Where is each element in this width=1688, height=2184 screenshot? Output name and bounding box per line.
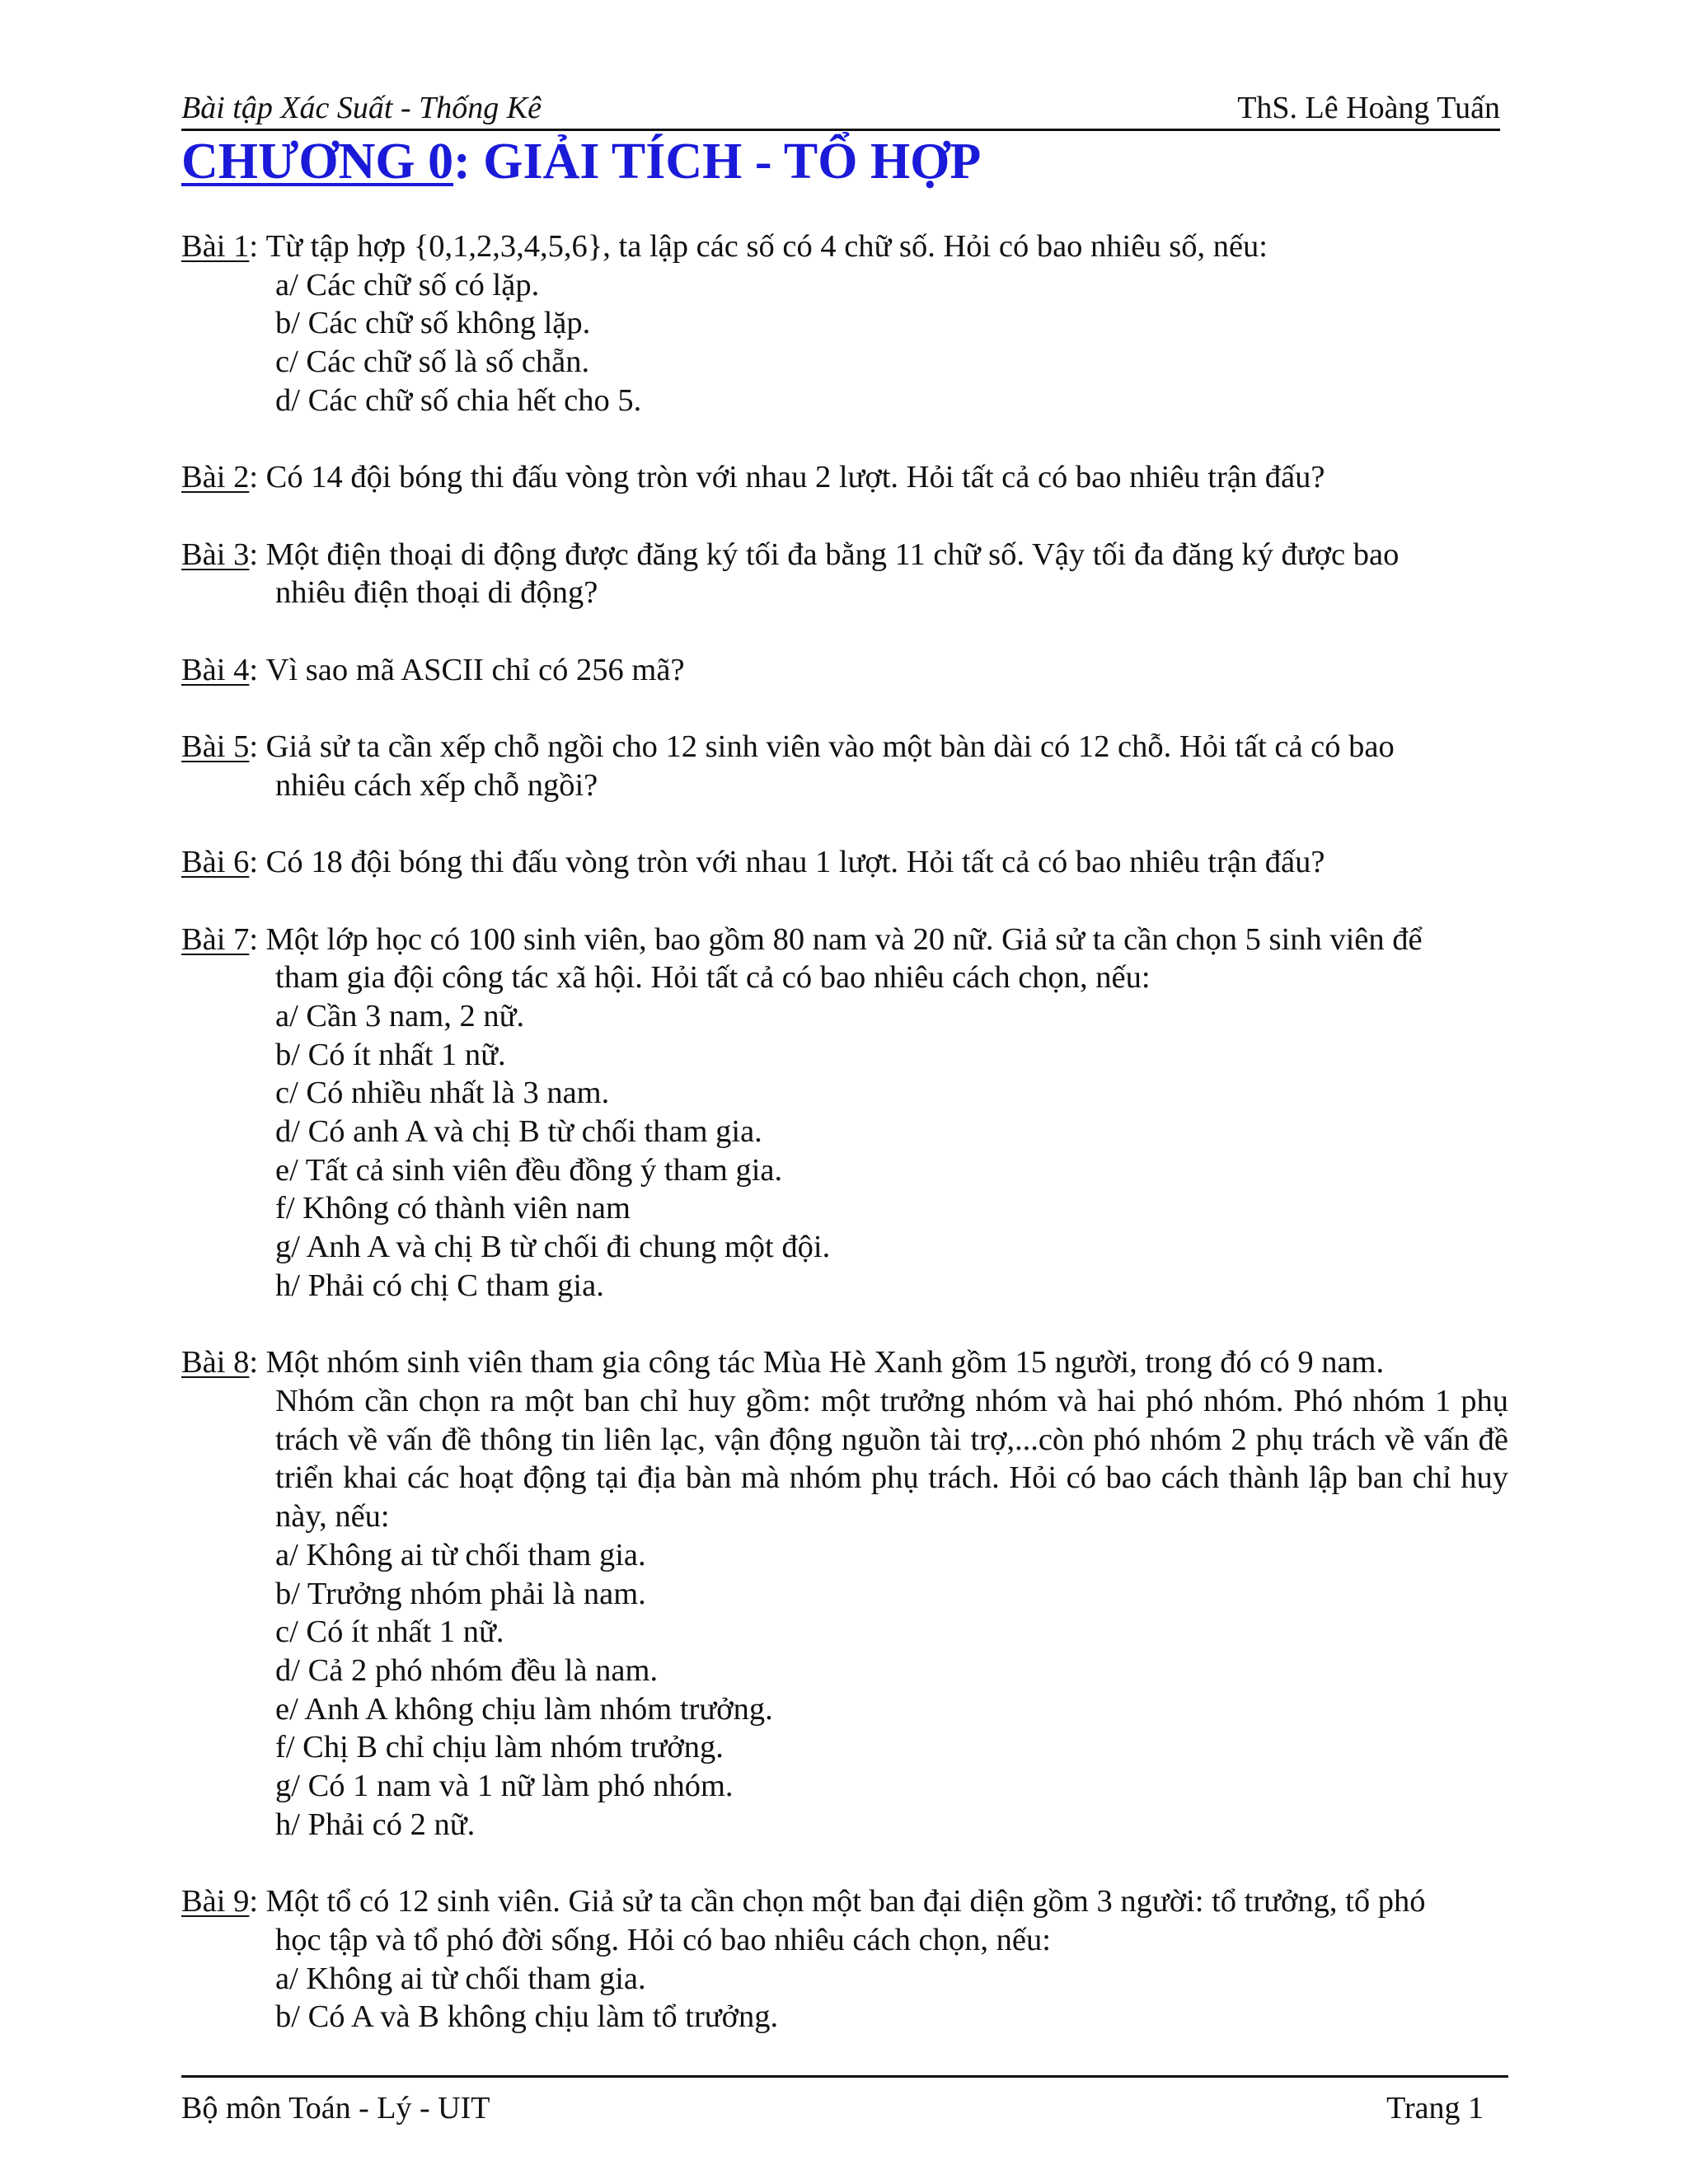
exercise-item: g/ Có 1 nam và 1 nữ làm phó nhóm.: [275, 1769, 734, 1804]
exercise-text: Một điện thoại di động được đăng ký tối đa bằng 11 chữ số. Vậy tối đa đăng ký được bao: [265, 537, 1400, 572]
exercise-item: h/ Phải có chị C tham gia.: [275, 1268, 604, 1303]
chapter-title: [181, 130, 981, 193]
exercise-text: Từ tập hợp {0,1,2,3,4,5,6}, ta lập các số có 4 chữ số. Hỏi có bao nhiêu số, nếu:: [265, 229, 1268, 264]
exercise-item: d/ Có anh A và chị B từ chối tham gia.: [275, 1114, 762, 1150]
exercise-item: a/ Không ai từ chối tham gia.: [275, 1961, 646, 1996]
exercise-2: Bài 2: Có 14 đội bóng thi đấu vòng tròn với nhau 2 lượt. Hỏi tất cả có bao nhiêu trận đấu?: [181, 458, 1508, 497]
exercise-item: b/ Có ít nhất 1 nữ.: [275, 1037, 506, 1072]
exercise-5: Bài 5: Giả sử ta cần xếp chỗ ngồi cho 12 sinh viên vào một bàn dài có 12 chỗ. Hỏi tất cả có bao nhiêu cách xếp chỗ ngồi?: [181, 728, 1508, 804]
exercise-text-continued: Nhóm cần chọn ra một ban chỉ huy gồm: một trưởng nhóm và hai phó nhóm. Phó nhóm 1 phụ trách về vấn đề thông tin liên lạc, vận động nguồn tài trợ,...còn phó nhóm 2 phụ trách về vấn đề triển khai các hoạt động tại địa bàn mà nhóm phụ trách. Hỏi có bao cách thành lập ban chỉ huy này, nếu:: [275, 1383, 1508, 1535]
exercise-text-continued: nhiêu điện thoại di động?: [275, 575, 598, 611]
exercise-9: Bài 9: Một tổ có 12 sinh viên. Giả sử ta cần chọn một ban đại diện gồm 3 người: tổ trưởng, tổ phó học tập và tổ phó đời sống. Hỏi có bao nhiêu cách chọn, nếu: a/ Không ai từ chối tham gia. b/ Có A và B không chịu làm tổ trưởng.: [181, 1882, 1508, 2036]
exercise-label: Bài 4: [181, 652, 250, 687]
exercise-8: Bài 8: Một nhóm sinh viên tham gia công tác Mùa Hè Xanh gồm 15 người, trong đó có 9 nam. Nhóm cần chọn ra một ban chỉ huy gồm: một trưởng nhóm và hai phó nhóm. Phó nhóm 1 phụ trách về vấn đề thông tin liên lạc, vận động nguồn tài trợ,...còn phó nhóm 2 phụ trách về vấn đề triển khai các hoạt động tại địa bàn mà nhóm phụ trách. Hỏi có bao cách thành lập ban chỉ huy này, nếu: a/ Không ai từ chối tham gia. b/ Trưởng nhóm phải là nam. c/ Có ít nhất 1 nữ. d/ Cả 2 phó nhóm đều là nam. e/ Anh A không chịu làm nhóm trưởng. f/ Chị B chỉ chịu làm nhóm trưởng. g/ Có 1 nam và 1 nữ làm phó nhóm. h/ Phải có 2 nữ.: [181, 1343, 1508, 1844]
header-author: ThS. Lê Hoàng Tuấn: [1237, 91, 1500, 125]
footer-department: Bộ môn Toán - Lý - UIT: [181, 2091, 490, 2125]
exercise-item: d/ Cả 2 phó nhóm đều là nam.: [275, 1652, 659, 1688]
exercise-item: d/ Các chữ số chia hết cho 5.: [275, 382, 642, 418]
exercise-label: Bài 7: [181, 921, 250, 957]
exercise-text: Có 18 đội bóng thi đấu vòng tròn với nhau 1 lượt. Hỏi tất cả có bao nhiêu trận đấu?: [265, 845, 1325, 880]
exercise-text: Vì sao mã ASCII chỉ có 256 mã?: [265, 652, 685, 687]
exercise-item: c/ Có nhiều nhất là 3 nam.: [275, 1076, 610, 1111]
exercise-item: a/ Các chữ số có lặp.: [275, 267, 540, 302]
exercise-label: Bài 9: [181, 1884, 250, 1919]
exercise-text: Một tổ có 12 sinh viên. Giả sử ta cần chọn một ban đại diện gồm 3 người: tổ trưởng, tổ phó: [265, 1884, 1426, 1919]
exercise-item: e/ Tất cả sinh viên đều đồng ý tham gia.: [275, 1152, 783, 1188]
exercise-text-continued: học tập và tổ phó đời sống. Hỏi có bao nhiêu cách chọn, nếu:: [275, 1922, 1051, 1957]
exercise-6: Bài 6: Có 18 đội bóng thi đấu vòng tròn với nhau 1 lượt. Hỏi tất cả có bao nhiêu trận đấu?: [181, 843, 1508, 882]
chapter-number: CHƯƠNG 0: [181, 134, 454, 190]
exercise-text: Giả sử ta cần xếp chỗ ngồi cho 12 sinh viên vào một bàn dài có 12 chỗ. Hỏi tất cả có bao: [265, 729, 1395, 765]
exercise-item: a/ Cần 3 nam, 2 nữ.: [275, 998, 525, 1033]
exercise-item: f/ Chị B chỉ chịu làm nhóm trưởng.: [275, 1730, 724, 1765]
exercise-label: Bài 8: [181, 1345, 250, 1380]
exercise-3: Bài 3: Một điện thoại di động được đăng ký tối đa bằng 11 chữ số. Vậy tối đa đăng ký được bao nhiêu điện thoại di động?: [181, 536, 1508, 612]
exercise-label: Bài 2: [181, 460, 250, 495]
exercise-item: f/ Không có thành viên nam: [275, 1191, 631, 1226]
page-header: [181, 89, 1500, 131]
exercise-label: Bài 1: [181, 229, 250, 264]
chapter-name: : GIẢI TÍCH - TỔ HỢP: [453, 134, 982, 190]
exercise-text: Một nhóm sinh viên tham gia công tác Mùa Hè Xanh gồm 15 người, trong đó có 9 nam.: [265, 1345, 1385, 1380]
exercise-item: a/ Không ai từ chối tham gia.: [275, 1537, 646, 1572]
exercise-label: Bài 6: [181, 845, 250, 880]
footer-page-number: Trang 1: [1386, 2091, 1484, 2125]
exercise-list: [181, 227, 1508, 2075]
header-course-title: Bài tập Xác Suất - Thống Kê: [181, 91, 542, 125]
exercise-text-continued: tham gia đội công tác xã hội. Hỏi tất cả có bao nhiêu cách chọn, nếu:: [275, 960, 1151, 996]
exercise-7: Bài 7: Một lớp học có 100 sinh viên, bao gồm 80 nam và 20 nữ. Giả sử ta cần chọn 5 sinh viên để tham gia đội công tác xã hội. Hỏi tất cả có bao nhiêu cách chọn, nếu: a/ Cần 3 nam, 2 nữ. b/ Có ít nhất 1 nữ. c/ Có nhiều nhất là 3 nam. d/ Có anh A và chị B từ chối tham gia. e/ Tất cả sinh viên đều đồng ý tham gia. f/ Không có thành viên nam g/ Anh A và chị B từ chối đi chung một đội. h/ Phải có chị C tham gia.: [181, 921, 1508, 1305]
exercise-item: b/ Trưởng nhóm phải là nam.: [275, 1576, 646, 1611]
exercise-text: Có 14 đội bóng thi đấu vòng tròn với nhau 2 lượt. Hỏi tất cả có bao nhiêu trận đấu?: [265, 460, 1325, 495]
exercise-item: e/ Anh A không chịu làm nhóm trưởng.: [275, 1691, 773, 1727]
exercise-1: Bài 1: Từ tập hợp {0,1,2,3,4,5,6}, ta lập các số có 4 chữ số. Hỏi có bao nhiêu số, nếu: a/ Các chữ số có lặp. b/ Các chữ số không lặp. c/ Các chữ số là số chẵn. d/ Các chữ số chia hết cho 5.: [181, 227, 1508, 420]
exercise-item: h/ Phải có 2 nữ.: [275, 1807, 476, 1842]
exercise-item: b/ Các chữ số không lặp.: [275, 306, 591, 341]
exercise-label: Bài 3: [181, 537, 250, 572]
exercise-text-continued: nhiêu cách xếp chỗ ngồi?: [275, 767, 598, 803]
page-footer: [181, 2075, 1508, 2127]
exercise-4: Bài 4: Vì sao mã ASCII chỉ có 256 mã?: [181, 651, 1508, 690]
exercise-item: c/ Có ít nhất 1 nữ.: [275, 1615, 504, 1650]
exercise-item: c/ Các chữ số là số chẵn.: [275, 344, 590, 380]
exercise-label: Bài 5: [181, 729, 250, 765]
exercise-text: Một lớp học có 100 sinh viên, bao gồm 80 nam và 20 nữ. Giả sử ta cần chọn 5 sinh viên để: [265, 921, 1423, 957]
exercise-item: b/ Có A và B không chịu làm tổ trưởng.: [275, 1999, 779, 2035]
exercise-item: g/ Anh A và chị B từ chối đi chung một đội.: [275, 1230, 831, 1265]
